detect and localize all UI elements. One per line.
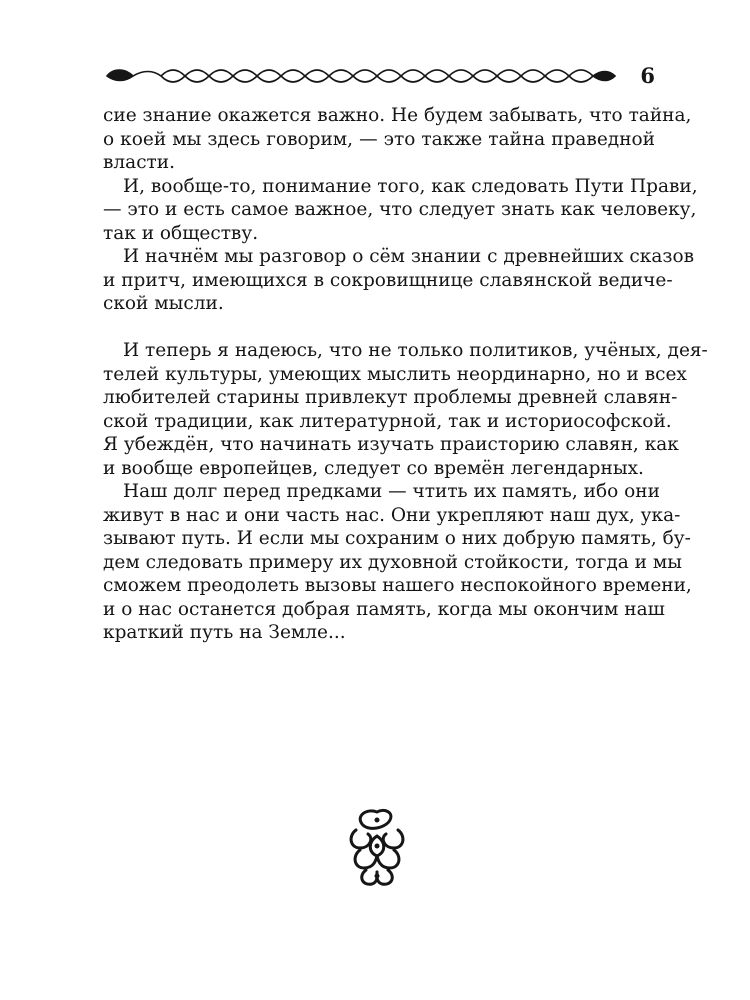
paragraph-4: [103, 339, 708, 480]
text-line: — это и есть самое важное, что следует знать как человеку,: [103, 199, 697, 220]
text-line: любителей старины привлекут проблемы древней славян-: [103, 387, 678, 408]
text-line: ской мысли.: [103, 293, 224, 314]
text-line: Я убеждён, что начинать изучать праисторию славян, как: [103, 434, 679, 455]
paragraph-3: [103, 245, 695, 316]
text-line: дем следовать примеру их духовной стойкости, тогда и мы: [103, 551, 683, 573]
text-line: телей культуры, умеющих мыслить неординарно, но и всех: [103, 363, 687, 385]
body-text: [103, 104, 708, 645]
paragraph-1: [103, 104, 692, 175]
text-line: ской традиции, как литературной, так и историософской.: [103, 410, 672, 432]
paragraph-5: [103, 480, 692, 645]
text-line: зывают путь. И если мы сохраним о них добрую память, бу-: [103, 528, 691, 549]
text-line: И, вообще-то, понимание того, как следовать Пути Прави,: [123, 175, 698, 197]
text-line: сие знание окажется важно. Не будем забывать, что тайна,: [103, 105, 692, 126]
text-line: и вообще европейцев, следует со времён легендарных.: [103, 457, 644, 479]
page-header: [103, 62, 655, 92]
text-line: о коей мы здесь говорим, — это также тайна праведной: [103, 128, 655, 150]
text-line: и о нас останется добрая память, когда мы окончим наш: [103, 598, 665, 620]
text-line: и притч, имеющихся в сокровищнице славянской ведиче-: [103, 269, 673, 291]
braided-rule-ornament-icon: [103, 66, 618, 86]
text-line: живут в нас и они часть нас. Они укрепляют наш дух, ука-: [103, 504, 681, 526]
page-number: 6: [640, 63, 655, 88]
text-line: Наш долг перед предками — чтить их память, ибо они: [123, 481, 660, 502]
text-line: И начнём мы разговор о сём знании с древнейших сказов: [123, 246, 695, 267]
interlace-vignette-ornament-icon: [346, 806, 408, 890]
text-line: сможем преодолеть вызовы нашего неспокойного времени,: [103, 575, 692, 596]
text-line: так и обществу.: [103, 222, 259, 244]
text-line: власти.: [103, 152, 176, 173]
section-break: [103, 316, 655, 340]
text-line: краткий путь на Земле...: [103, 622, 346, 643]
text-line: И теперь я надеюсь, что не только политиков, учёных, дея-: [123, 340, 708, 361]
paragraph-2: [103, 175, 698, 246]
